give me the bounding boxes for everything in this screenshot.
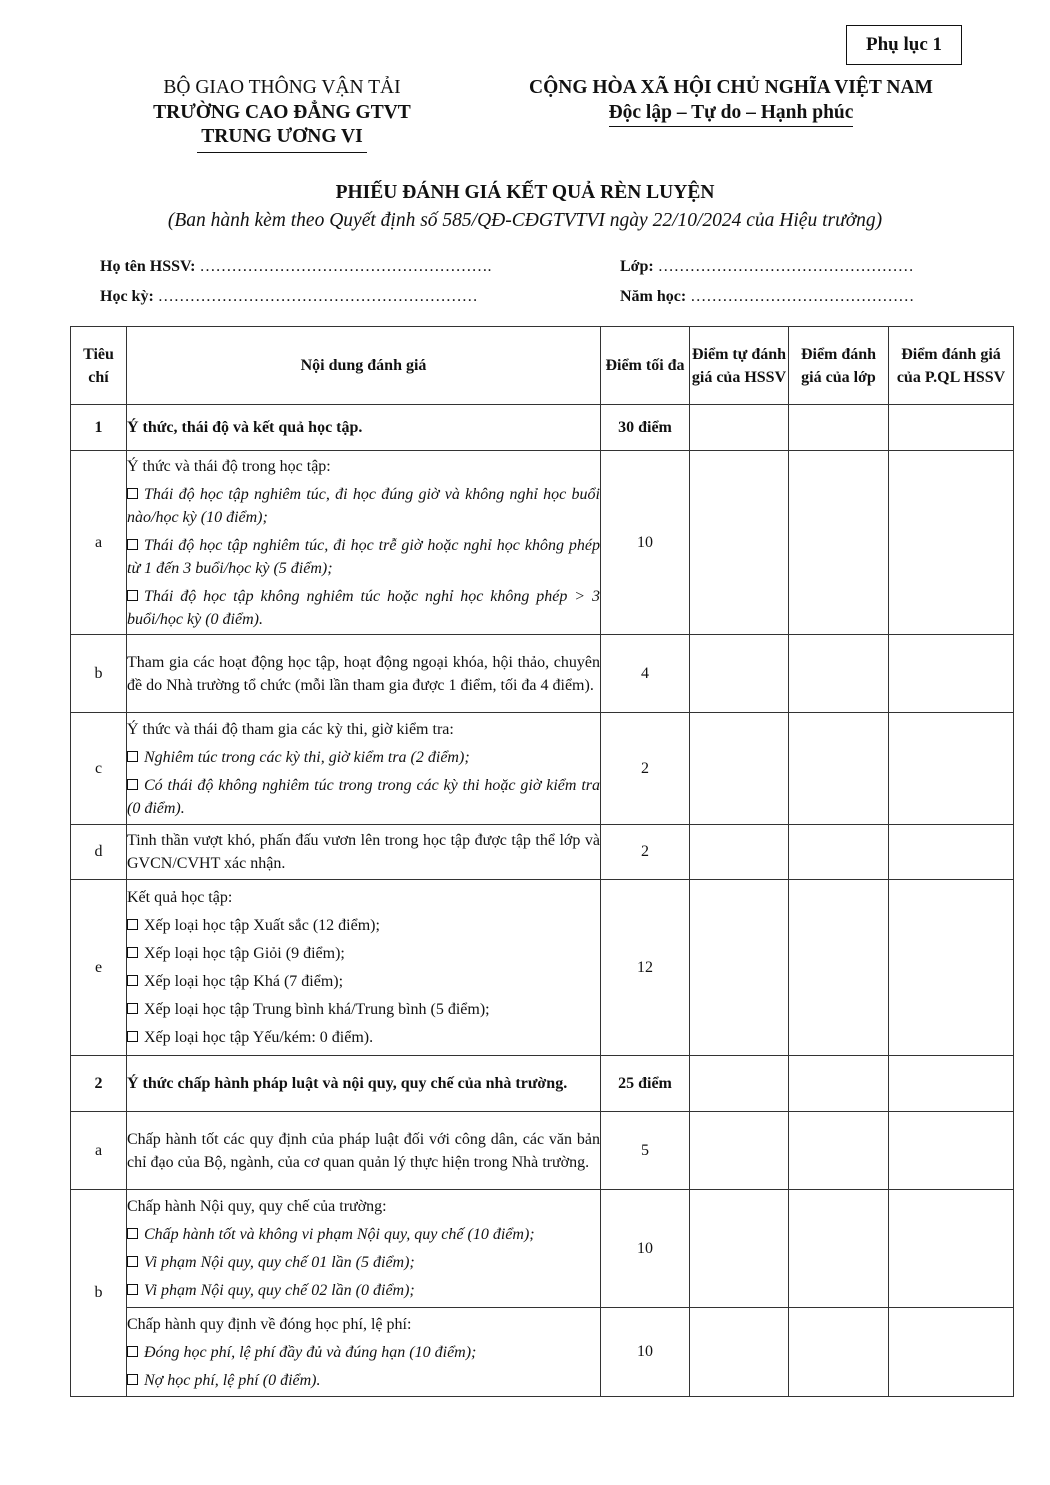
criteria-intro: Ý thức và thái độ trong học tập: [127,457,331,475]
option-text: Thái độ học tập nghiêm túc, đi học đúng giờ và không nghỉ học buổi nào/học kỳ (10 điểm); [127,485,600,526]
nation-name: CỘNG HÒA XÃ HỘI CHỦ NGHĨA VIỆT NAM [529,77,933,98]
national-header [505,76,957,127]
document-subtitle: (Ban hành kèm theo Quyết định số 585/QĐ-CĐGTVTVI ngày 22/10/2024 của Hiệu trưởng) [167,210,883,231]
criteria-id: a [71,1112,127,1190]
option-text: Nghiêm túc trong các kỳ thi, giờ kiểm tra (2 điểm); [144,748,470,766]
table-header-row [71,327,1014,405]
criteria-id: d [71,825,127,880]
criteria-intro: Kết quả học tập: [127,889,233,906]
class-score-cell[interactable] [789,451,889,635]
header-class-score: Điểm đánh giá của lớp [789,327,889,405]
table-row [71,713,1014,825]
criteria-content: Tham gia các hoạt động học tập, hoạt động ngoại khóa, hội thảo, chuyên đề do Nhà trường tổ chức (mỗi lần tham gia được 1 điểm, tối đa 4 điểm). [127,635,601,713]
checkbox-icon[interactable] [127,947,138,958]
office-score-cell[interactable] [889,1190,1014,1308]
class-score-cell[interactable] [789,1112,889,1190]
criteria-content: Tinh thần vượt khó, phấn đấu vươn lên trong học tập được tập thể lớp và GVCN/CVHT xác nhận. [127,825,601,880]
class-score-cell[interactable] [789,1308,889,1397]
criteria-content [127,1308,601,1397]
document-title: PHIẾU ĐÁNH GIÁ KẾT QUẢ RÈN LUYỆN [335,182,715,203]
table-row [71,1112,1014,1190]
table-row [71,880,1014,1056]
criteria-id: b [71,635,127,713]
criteria-id: c [71,713,127,825]
office-score-cell[interactable] [889,1056,1014,1112]
option-text: Xếp loại học tập Yếu/kém: 0 điểm). [144,1029,374,1046]
class-blank: ………………………………………… [653,258,914,275]
option-text: Chấp hành tốt và không vi phạm Nội quy, quy chế (10 điểm); [144,1226,535,1243]
option-text: Thái độ học tập không nghiêm túc hoặc nghỉ học không phép > 3 buổi/học kỳ (0 điểm). [127,587,600,628]
table-row [71,1308,1014,1397]
school-year-blank: …………………………………… [686,288,915,305]
office-score-cell[interactable] [889,451,1014,635]
criteria-content [127,451,601,635]
office-score-cell[interactable] [889,1112,1014,1190]
class-score-cell[interactable] [789,825,889,880]
issuer-underline [197,152,367,153]
header-criteria: Tiêu chí [71,327,127,405]
class-score-cell[interactable] [789,405,889,451]
office-score-cell[interactable] [889,880,1014,1056]
criteria-intro: Chấp hành Nội quy, quy chế của trường: [127,1198,387,1215]
criteria-intro: Chấp hành quy định về đóng học phí, lệ phí: [127,1315,412,1333]
criteria-content: Ý thức chấp hành pháp luật và nội quy, quy chế của nhà trường. [127,1056,601,1112]
header-self-score: Điểm tự đánh giá của HSSV [690,327,789,405]
table-row [71,825,1014,880]
criteria-content: Ý thức, thái độ và kết quả học tập. [127,405,601,451]
checkbox-icon[interactable] [127,779,138,790]
self-score-cell[interactable] [690,825,789,880]
checkbox-icon[interactable] [127,1346,138,1357]
self-score-cell[interactable] [690,713,789,825]
class-field[interactable] [620,258,914,276]
criteria-intro: Ý thức và thái độ tham gia các kỳ thi, giờ kiểm tra: [127,720,454,738]
option-text: Nợ học phí, lệ phí (0 điểm). [144,1371,321,1389]
header-content: Nội dung đánh giá [127,327,601,405]
max-score: 2 [601,713,690,825]
max-score: 30 điểm [601,405,690,451]
checkbox-icon[interactable] [127,1003,138,1014]
option-text: Vi phạm Nội quy, quy chế 01 lần (5 điểm); [144,1254,415,1271]
ministry-name: BỘ GIAO THÔNG VẬN TẢI [163,77,401,98]
checkbox-icon[interactable] [127,590,138,601]
checkbox-icon[interactable] [127,975,138,986]
self-score-cell[interactable] [690,1308,789,1397]
max-score: 10 [601,451,690,635]
office-score-cell[interactable] [889,713,1014,825]
national-motto: Độc lập – Tự do – Hạnh phúc [609,101,854,128]
student-name-label: Họ tên HSSV: [100,258,196,275]
evaluation-table [70,326,1014,1397]
section-row [71,405,1014,451]
self-score-cell[interactable] [690,1056,789,1112]
self-score-cell[interactable] [690,880,789,1056]
criteria-id: b [71,1190,127,1397]
school-year-field[interactable] [620,288,914,306]
criteria-content [127,713,601,825]
criteria-id: e [71,880,127,1056]
class-score-cell[interactable] [789,713,889,825]
max-score: 25 điểm [601,1056,690,1112]
self-score-cell[interactable] [690,1190,789,1308]
class-label: Lớp: [620,258,654,275]
semester-field[interactable] [100,288,478,306]
semester-blank: …………………………………………………… [153,288,478,305]
criteria-id: a [71,451,127,635]
table-row [71,635,1014,713]
max-score: 12 [601,880,690,1056]
criteria-id: 1 [71,405,127,451]
checkbox-icon[interactable] [127,751,138,762]
checkbox-icon[interactable] [127,919,138,930]
school-name-line1: TRƯỜNG CAO ĐẲNG GTVT [153,101,411,123]
criteria-id: 2 [71,1056,127,1112]
checkbox-icon[interactable] [127,1374,138,1385]
self-score-cell[interactable] [690,635,789,713]
max-score: 4 [601,635,690,713]
table-row [71,1190,1014,1308]
max-score: 10 [601,1190,690,1308]
checkbox-icon[interactable] [127,1284,138,1295]
class-score-cell[interactable] [789,635,889,713]
option-text: Xếp loại học tập Giỏi (9 điểm); [144,945,345,962]
option-text: Xếp loại học tập Xuất sắc (12 điểm); [144,917,380,934]
office-score-cell[interactable] [889,635,1014,713]
option-text: Vi phạm Nội quy, quy chế 02 lần (0 điểm); [144,1282,415,1299]
checkbox-icon[interactable] [127,1228,138,1239]
self-score-cell[interactable] [690,451,789,635]
self-score-cell[interactable] [690,1112,789,1190]
criteria-content [127,880,601,1056]
office-score-cell[interactable] [889,405,1014,451]
issuer-block [112,76,452,153]
header-max-score: Điểm tối đa [601,327,690,405]
class-score-cell[interactable] [789,1056,889,1112]
semester-label: Học kỳ: [100,288,154,305]
table-row [71,451,1014,635]
self-score-cell[interactable] [690,405,789,451]
header-office-score: Điểm đánh giá của P.QL HSSV [889,327,1014,405]
checkbox-icon[interactable] [127,539,138,550]
option-text: Có thái độ không nghiêm túc trong trong các kỳ thi hoặc giờ kiểm tra (0 điểm). [127,776,600,817]
office-score-cell[interactable] [889,1308,1014,1397]
option-text: Xếp loại học tập Khá (7 điểm); [144,973,344,990]
checkbox-icon[interactable] [127,488,138,499]
class-score-cell[interactable] [789,1190,889,1308]
max-score: 10 [601,1308,690,1397]
checkbox-icon[interactable] [127,1256,138,1267]
criteria-content: Chấp hành tốt các quy định của pháp luật đối với công dân, các văn bản chỉ đạo của Bộ, ngành, của cơ quan quản lý thực hiện trong Nhà trường. [127,1112,601,1190]
student-name-blank: ………………………………………………. [195,258,492,275]
option-text: Thái độ học tập nghiêm túc, đi học trễ giờ hoặc nghỉ học không phép từ 1 đến 3 buổi/học kỳ (5 điểm); [127,536,600,577]
criteria-content [127,1190,601,1308]
office-score-cell[interactable] [889,825,1014,880]
school-name-line2: TRUNG ƯƠNG VI [201,126,363,147]
option-text: Xếp loại học tập Trung bình khá/Trung bình (5 điểm); [144,1001,490,1018]
school-year-label: Năm học: [620,288,687,305]
checkbox-icon[interactable] [127,1031,138,1042]
option-text: Đóng học phí, lệ phí đầy đủ và đúng hạn (10 điểm); [144,1343,477,1361]
max-score: 5 [601,1112,690,1190]
class-score-cell[interactable] [789,880,889,1056]
max-score: 2 [601,825,690,880]
student-name-field[interactable] [100,258,491,276]
appendix-label: Phụ lục 1 [846,25,962,65]
section-row [71,1056,1014,1112]
